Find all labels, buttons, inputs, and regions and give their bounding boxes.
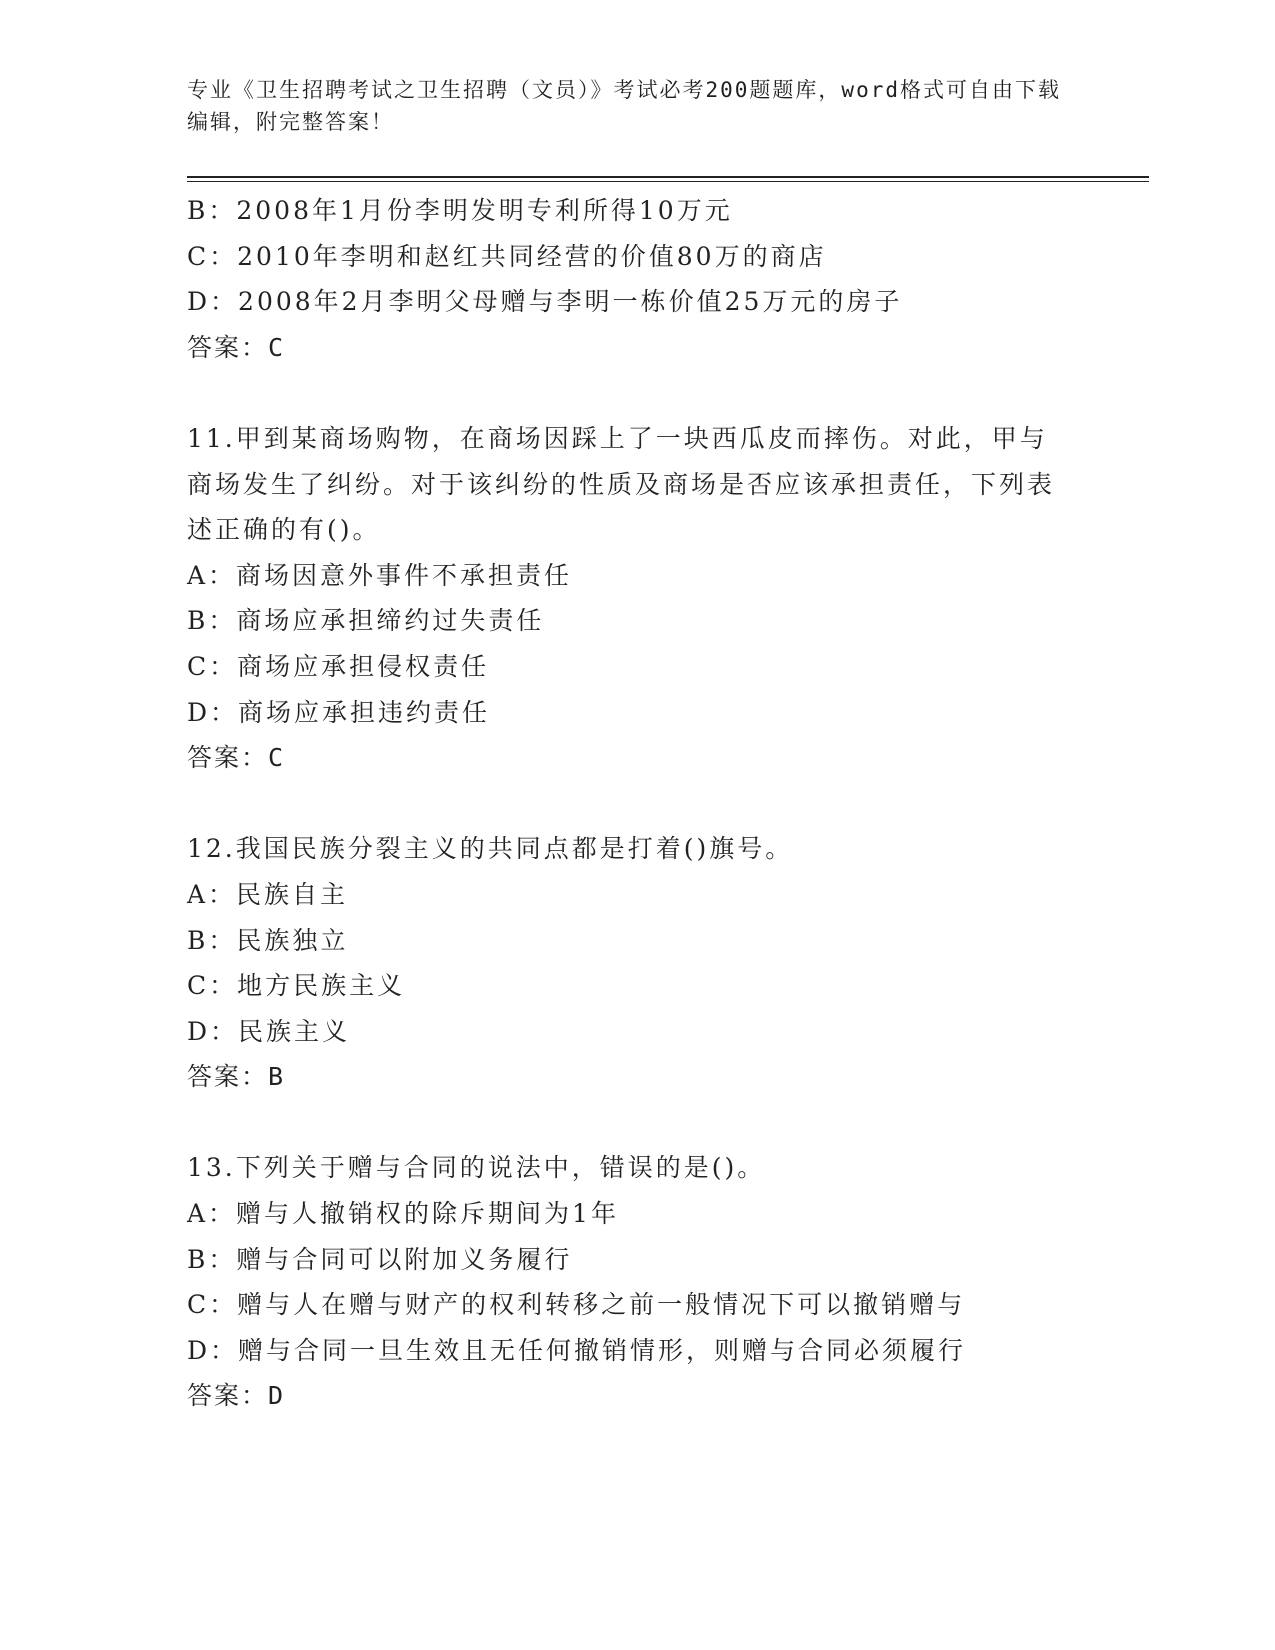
spacer bbox=[187, 1100, 1147, 1146]
question-10-tail bbox=[187, 188, 1147, 370]
question-13 bbox=[187, 1145, 1147, 1419]
option-c: C：商场应承担侵权责任 bbox=[187, 651, 490, 681]
spacer bbox=[187, 781, 1147, 827]
option-c: C：2010年李明和赵红共同经营的价值80万的商店 bbox=[187, 241, 827, 271]
option-b: B：2008年1月份李明发明专利所得10万元 bbox=[187, 196, 733, 225]
option-b: B：赠与合同可以附加义务履行 bbox=[187, 1244, 573, 1274]
question-stem: 12.我国民族分裂主义的共同点都是打着()旗号。 bbox=[187, 834, 794, 864]
answer-text: 答案：D bbox=[187, 1381, 286, 1411]
option-d: D：民族主义 bbox=[187, 1016, 351, 1046]
spacer bbox=[187, 370, 1147, 416]
answer-text: 答案：B bbox=[187, 1062, 286, 1092]
question-stem: 11.甲到某商场购物，在商场因踩上了一块西瓜皮而摔伤。对此，甲与商场发生了纠纷。对于该纠纷的性质及商场是否应该承担责任，下列表述正确的有()。 bbox=[187, 423, 1056, 545]
option-a: A：赠与人撤销权的除斥期间为1年 bbox=[187, 1199, 619, 1229]
option-d: D：2008年2月李明父母赠与李明一栋价值25万元的房子 bbox=[187, 287, 903, 317]
option-a: A：民族自主 bbox=[187, 879, 349, 909]
answer-text: 答案：C bbox=[187, 332, 286, 362]
question-content bbox=[187, 188, 1147, 1419]
option-c: C：赠与人在赠与财产的权利转移之前一般情况下可以撤销赠与 bbox=[187, 1290, 966, 1320]
question-11 bbox=[187, 416, 1147, 781]
option-d: D：商场应承担违约责任 bbox=[187, 697, 491, 727]
option-b: B：民族独立 bbox=[187, 925, 349, 955]
answer-text: 答案：C bbox=[187, 743, 286, 773]
question-12 bbox=[187, 826, 1147, 1100]
question-stem: 13.下列关于赠与合同的说法中，错误的是()。 bbox=[187, 1153, 766, 1183]
document-header bbox=[187, 74, 1067, 138]
option-d: D：赠与合同一旦生效且无任何撤销情形，则赠与合同必须履行 bbox=[187, 1335, 967, 1365]
header-title: 专业《卫生招聘考试之卫生招聘（文员）》考试必考200题题库，word格式可自由下载编辑，附完整答案！ bbox=[187, 78, 1061, 134]
option-b: B：商场应承担缔约过失责任 bbox=[187, 606, 545, 636]
header-divider-thick bbox=[187, 176, 1149, 178]
header-divider-thin bbox=[187, 181, 1149, 182]
option-c: C：地方民族主义 bbox=[187, 971, 406, 1001]
option-a: A：商场因意外事件不承担责任 bbox=[187, 560, 573, 590]
